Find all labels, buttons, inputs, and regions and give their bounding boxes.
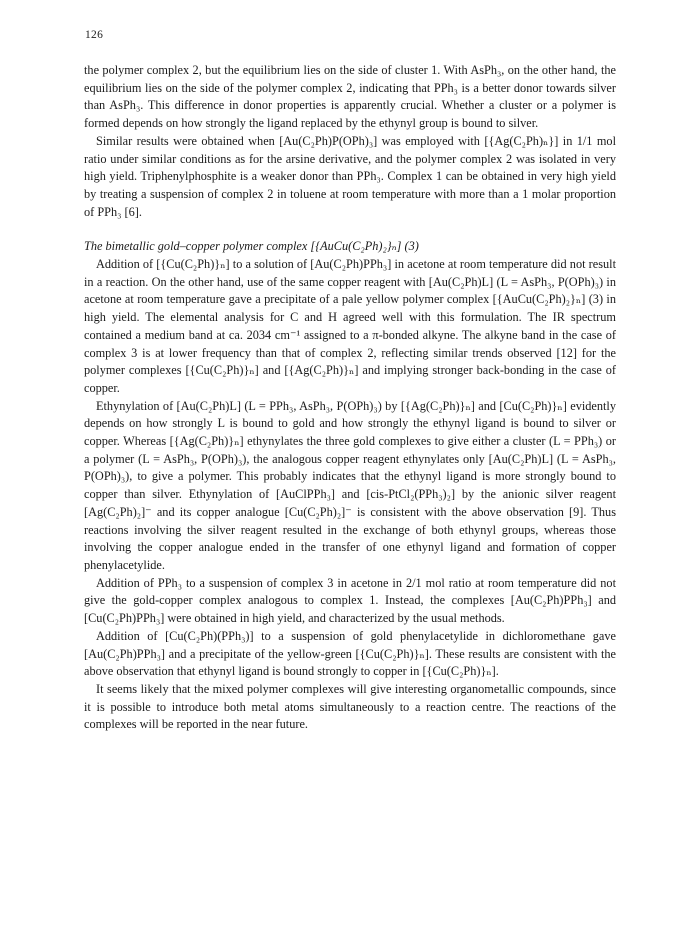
paragraph-conclusion: It seems likely that the mixed polymer complexes will give interesting organometallic compounds, since it is possible to introduce both metal atoms simultaneously to a reaction centre. The reactions of the complexes will be reported in the near future. xyxy=(84,681,616,732)
section-heading: The bimetallic gold–copper polymer complex [{AuCu(C₂Ph)₂}ₙ] (3) xyxy=(84,239,419,254)
body-text xyxy=(84,62,616,734)
page-number: 126 xyxy=(85,29,104,41)
paragraph-copper-reagent: Addition of [{Cu(C₂Ph)}ₙ] to a solution of [Au(C₂Ph)PPh₃] in acetone at room temperature did not result in a reaction. On the other hand, use of the same copper reagent with [Au(C₂Ph)L] (L = AsPh₃, P(OPh)₃) in acetone at room temperature gave a precipitate of a pale yellow polymer complex [{AuCu(C₂Ph)₂}ₙ] (3) in high yield. The elemental analysis for C and H agreed well with this formulation. The IR spectrum contained a medium band at ca. 2034 cm⁻¹ assigned to a π-bonded alkyne. The alkyne band in the case of complex 3 is at lower frequency than that of complex 2, reflecting similar trends observed [12] for the polymer complexes [{Cu(C₂Ph)}ₙ] and [{Ag(C₂Ph)}ₙ] and implying stronger back-bonding in the case of copper. xyxy=(84,257,616,395)
paragraph-triphenylphosphite: Similar results were obtained when [Au(C₂Ph)P(OPh)₃] was employed with [{Ag(C₂Ph)ₙ}] in 1/1 mol ratio under similar conditions as for the arsine derivative, and the polymer complex 2 was isolated in very high yield. Triphenylphosphite is a weaker donor than PPh₃. Complex 1 can be obtained in very high yield by treating a suspension of complex 2 in toluene at room temperature with more than a 1 molar proportion of PPh₃ [6]. xyxy=(84,133,616,219)
paragraph-continued: the polymer complex 2, but the equilibrium lies on the side of cluster 1. With AsPh₃, on the other hand, the equilibrium lies on the side of the polymer complex 2, indicating that PPh₃ is a better donor towards silver than AsPh₃. This difference in donor properties is apparently crucial. Whether a cluster or a polymer is formed depends on how strongly the ligand replaced by the ethynyl group is bound to silver. xyxy=(84,63,616,131)
paragraph-dichloromethane: Addition of [Cu(C₂Ph)(PPh₃)] to a suspension of gold phenylacetylide in dichloromethane gave [Au(C₂Ph)PPh₃] and a precipitate of the yellow-green [{Cu(C₂Ph)}ₙ]. These results are consistent with the above observation that ethynyl ligand is bound strongly to copper in [{Cu(C₂Ph)}ₙ]. xyxy=(84,628,616,679)
paragraph-ethynylation: Ethynylation of [Au(C₂Ph)L] (L = PPh₃, AsPh₃, P(OPh)₃) by [{Ag(C₂Ph)}ₙ] and [Cu(C₂Ph)}ₙ] evidently depends on how strongly L is bound to gold and how strongly the ethynyl ligand is bound to silver or copper. Whereas [{Ag(C₂Ph)}ₙ] ethynylates the three gold complexes to give either a cluster (L = PPh₃) or a polymer (L = AsPh₃, P(OPh)₃), the analogous copper reagent ethynylates only [Au(C₂Ph)L] (L = AsPh₃, P(OPh)₃), to give a polymer. This probably indicates that the ethynyl ligand is more strongly bound to copper than silver. Ethynylation of [AuClPPh₃] and [cis-PtCl₂(PPh₃)₂] by the anionic silver reagent [Ag(C₂Ph)₂]⁻ and its copper analogue [Cu(C₂Ph)₂]⁻ is consistent with the above observation [9]. Thus reactions involving the silver reagent resulted in the exchange of both ethynyl groups, whereas those involving the copper analogue ended in the transfer of one ethynyl ligand and formation of copper phenylacetylide. xyxy=(84,398,616,572)
paragraph-pph3-addition: Addition of PPh₃ to a suspension of complex 3 in acetone in 2/1 mol ratio at room temperature did not give the gold-copper complex analogous to complex 1. Instead, the complexes [Au(C₂Ph)PPh₃] and [Cu(C₂Ph)PPh₃] were obtained in high yield, and characterized by the usual methods. xyxy=(84,575,616,626)
